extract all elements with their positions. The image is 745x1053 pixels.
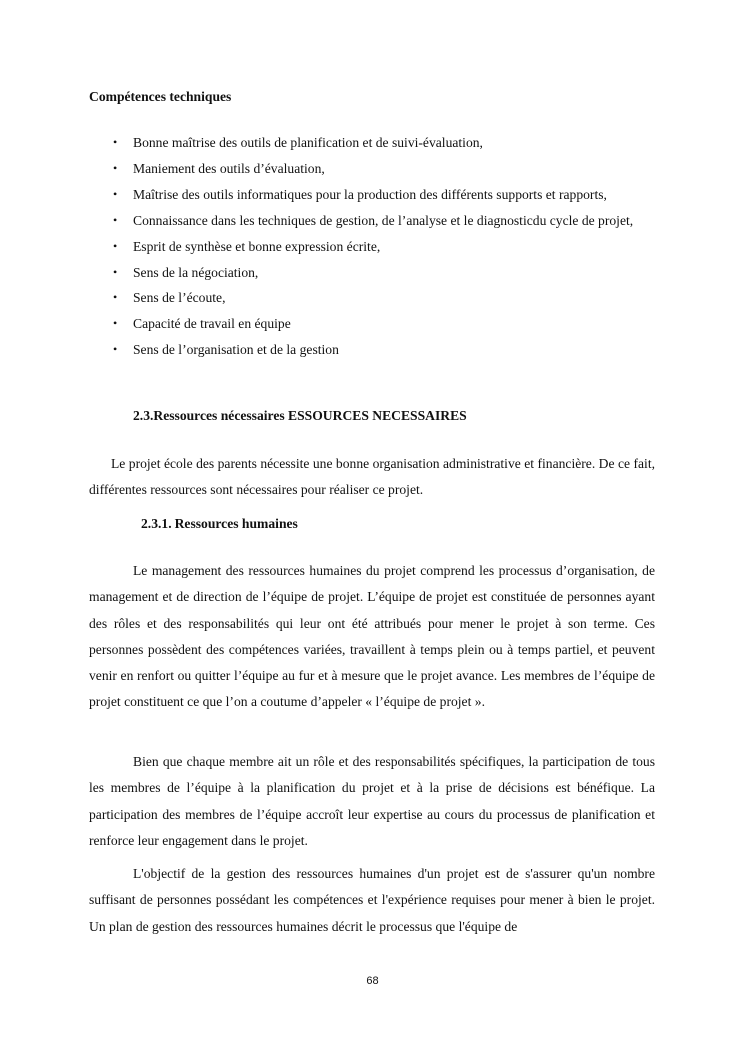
list-item xyxy=(89,208,655,234)
heading-resources: 2.3.Ressources nécessaires ESSOURCES NECESSAIRES xyxy=(133,408,467,423)
list-item-text: Maîtrise des outils informatiques pour la production des différents supports et rapports, xyxy=(133,186,607,202)
paragraph-participation: Bien que chaque membre ait un rôle et des responsabilités spécifiques, la participation de tous les membres de l’équipe à la planification du projet et à la prise de décisions est bénéfique. La participation des membres de l’équipe accroît leur expertise au cours du processus de planification et renforce leur engagement dans le projet. xyxy=(89,754,655,848)
bullet-icon: • xyxy=(113,238,118,253)
list-item-text: Capacité de travail en équipe xyxy=(133,316,291,332)
bullet-icon: • xyxy=(113,160,118,175)
bullet-icon: • xyxy=(113,342,118,357)
bullet-icon: • xyxy=(113,290,118,305)
section-title: Compétences techniques xyxy=(89,89,232,104)
paragraph-management: Le management des ressources humaines du projet comprend les processus d’organisation, de management et de direction de l’équipe de projet. L’équipe de projet est constituée de personnes ayant des rôles et des responsabilités qui leur ont été attribués pour mener le projet à son terme. Ces personnes possèdent des compétences variées, travaillent à temps plein ou à temps partiel, et peuvent venir en renfort ou quitter l’équipe au fur et à mesure que le projet avance. Les membres de l’équipe de projet constituent ce que l’on a coutume d’appeler « l’équipe de projet ». xyxy=(89,563,655,710)
bullet-icon: • xyxy=(113,264,118,279)
list-item-text: Sens de l’écoute, xyxy=(133,290,226,306)
list-item xyxy=(89,130,655,156)
paragraph-objective: L'objectif de la gestion des ressources humaines d'un projet est de s'assurer qu'un nombre suffisant de personnes possédant les compétences et l'expérience requises pour mener à bien le projet. Un plan de gestion des ressources humaines décrit le processus que l'équipe de xyxy=(89,866,655,934)
list-item xyxy=(89,285,655,311)
page-number: 68 xyxy=(366,975,379,987)
heading-human-resources xyxy=(141,516,298,532)
list-item-text: Sens de l’organisation et de la gestion xyxy=(133,342,339,358)
list-item xyxy=(89,156,655,182)
bullet-icon: • xyxy=(113,186,118,201)
bullet-icon: • xyxy=(113,212,118,227)
bullet-icon: • xyxy=(113,316,118,331)
list-item-text: Bonne maîtrise des outils de planification et de suivi-évaluation, xyxy=(133,135,483,150)
heading-number: 2.3.1. xyxy=(141,516,172,531)
heading-text: Ressources humaines xyxy=(174,516,298,531)
bullet-icon: • xyxy=(113,135,118,149)
list-item-text: Connaissance dans les techniques de gestion, de l’analyse et le diagnosticdu cycle de projet, xyxy=(133,212,634,228)
list-item-text: Sens de la négociation, xyxy=(133,264,259,280)
list-item xyxy=(89,337,655,363)
competences-list xyxy=(89,130,655,363)
list-item xyxy=(89,260,655,286)
list-item xyxy=(89,311,655,337)
list-item xyxy=(89,182,655,208)
list-item-text: Esprit de synthèse et bonne expression écrite, xyxy=(133,238,381,254)
paragraph-intro: Le projet école des parents nécessite une bonne organisation administrative et financière. De ce fait, différentes ressources sont nécessaires pour réaliser ce projet. xyxy=(89,456,655,497)
list-item-text: Maniement des outils d’évaluation, xyxy=(133,160,325,176)
list-item xyxy=(89,234,655,260)
